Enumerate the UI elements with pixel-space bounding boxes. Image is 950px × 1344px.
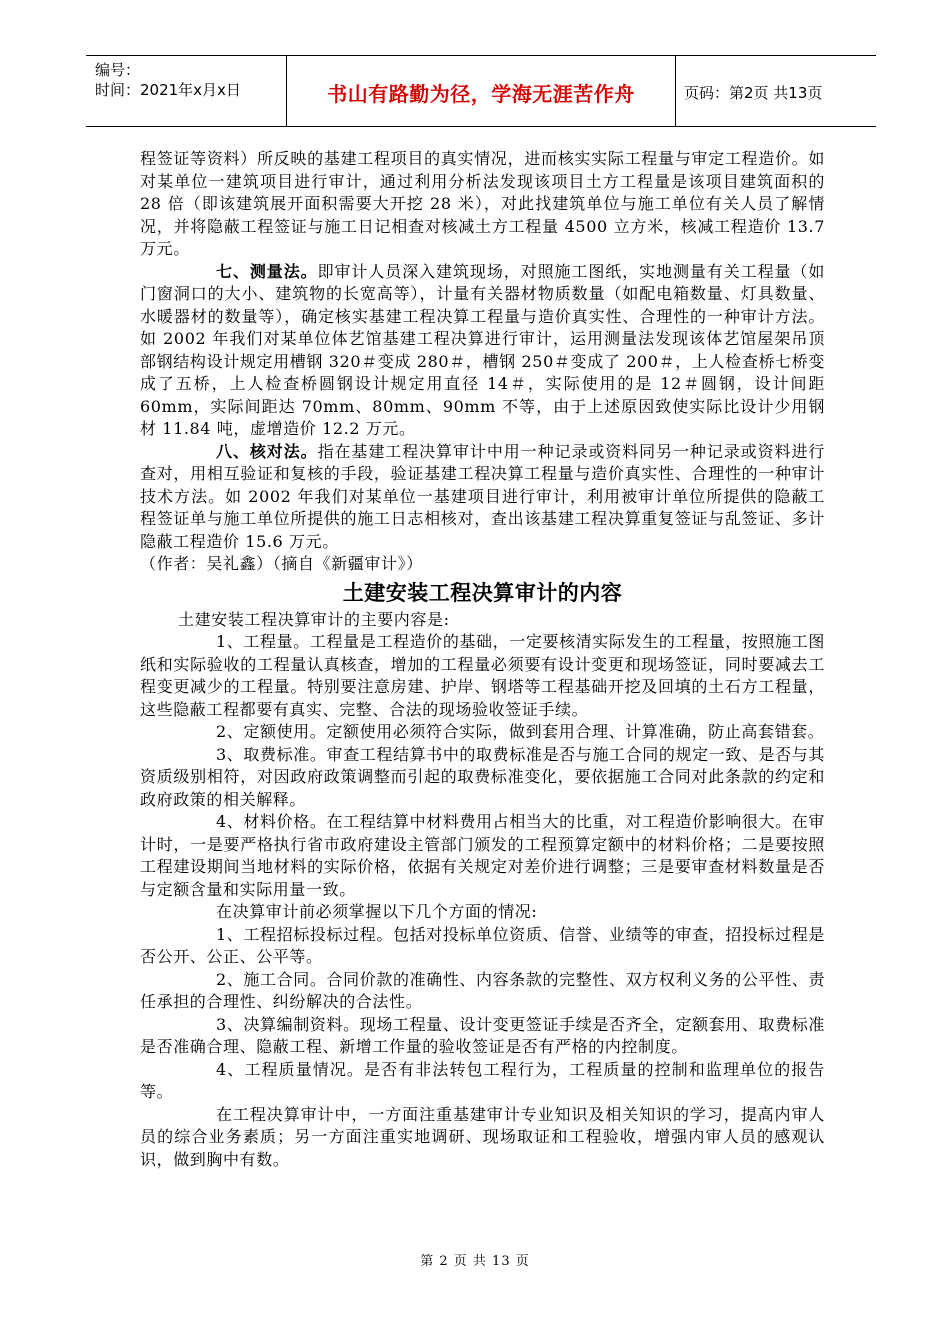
header-left-cell — [86, 56, 286, 126]
document-body — [140, 148, 825, 1171]
prerequisite-item-3: 3、决算编制资料。现场工程量、设计变更签证手续是否齐全，定额套用、取费标准是否准确合理、隐蔽工程、新增工作量的验收签证是否有严格的内控制度。 — [140, 1014, 825, 1056]
page-footer: 第 2 页 共 13 页 — [420, 1254, 530, 1269]
section-body-measurement: 即审计人员深入建筑现场，对照施工图纸，实地测量有关工程量（如门窗洞口的大小、建筑物的长宽高等），计量有关器材物质数量（如配电箱数量、灯具数量、水暖器材的数量等），确定核实基建工程决算工程量与造价真实性、合理性的一种审计方法。如 2002 年我们对某单位体艺馆基建工程决算进行审计，运用测量法发现该体艺馆屋架吊顶部钢结构设计规定用槽钢 320＃变成 280＃，槽钢 250＃变成了 200＃，上人检查桥七桥变成了五桥，上人检查桥圆钢设计规定用直径 14＃，实际使用的是 12＃圆钢，设计间距 60mm，实际间距达 70mm、80mm、90mm 不等，由于上述原因致使实际比设计少用钢材 11.84 吨，虚增造价 12.2 万元。 — [140, 261, 825, 438]
prerequisite-item-2: 2、施工合同。合同价款的准确性、内容条款的完整性、双方权利义务的公平性、责任承担的合理性、纠纷解决的合法性。 — [140, 969, 825, 1011]
paragraph-continuation: 程签证等资料）所反映的基建工程项目的真实情况，进而核实实际工程量与审定工程造价。如对某单位一建筑项目进行审计，通过利用分析法发现该项目土方工程量是该项目建筑面积的 28 倍（即该建筑展开面积需要大开挖 28 米），对此找建筑单位与施工单位有关人员了解情况，并将隐蔽工程签证与施工日记相查对核减土方工程量 4500 立方米，核减工程造价 13.7 万元。 — [140, 149, 825, 258]
section-title-verification: 八、核对法。 — [216, 441, 318, 461]
prerequisite-item-4: 4、工程质量情况。是否有非法转包工程行为，工程质量的控制和监理单位的报告等。 — [140, 1059, 825, 1101]
section-verification — [140, 441, 825, 554]
intro-paragraph: 土建安装工程决算审计的主要内容是: — [178, 609, 450, 629]
page-header — [86, 55, 876, 127]
prerequisite-intro: 在决算审计前必须掌握以下几个方面的情况: — [216, 902, 538, 921]
prerequisite-item-1: 1、工程招标投标过程。包括对投标单位资质、信誉、业绩等的审查，招投标过程是否公开、公正、公平等。 — [140, 924, 825, 966]
source-attribution: （作者：吴礼鑫）（摘自《新疆审计》） — [140, 554, 423, 573]
header-motto-cell — [286, 56, 676, 126]
content-item-1: 1、工程量。工程量是工程造价的基础，一定要核清实际发生的工程量，按照施工图纸和实际验收的工程量认真核查，增加的工程量必须要有设计变更和现场签证，同时要减去工程变更减少的工程量。特别要注意房建、护岸、钢塔等工程基础开挖及回填的土石方工程量，这些隐蔽工程都要有真实、完整、合法的现场验收签证手续。 — [140, 632, 825, 719]
content-item-2: 2、定额使用。定额使用必须符合实际，做到套用合理、计算准确，防止高套错套。 — [216, 722, 825, 741]
content-item-4: 4、材料价格。在工程结算中材料费用占相当大的比重，对工程造价影响很大。在审计时，一是要严格执行省市政府建设主管部门颁发的工程预算定额中的材料价格；二是要按照工程建设期间当地材料的实际价格，依据有关规定对差价进行调整；三是要审查材料数量是否与定额含量和实际用量一致。 — [140, 812, 825, 899]
closing-paragraph: 在工程决算审计中，一方面注重基建审计专业知识及相关知识的学习，提高内审人员的综合业务素质；另一方面注重实地调研、现场取证和工程验收，增强内审人员的感观认识，做到胸中有数。 — [140, 1104, 825, 1169]
header-right-cell — [676, 56, 876, 126]
article-heading: 土建安装工程决算审计的内容 — [342, 580, 623, 605]
date-label: 时间：2021年x月x日 — [95, 81, 241, 99]
content-item-3: 3、取费标准。审查工程结算书中的取费标准是否与施工合同的规定一致、是否与其资质级别相符，对因政府政策调整而引起的取费标准变化，要依据施工合同对此条款的约定和政府政策的相关解释。 — [140, 744, 825, 809]
motto-text: 书山有路勤为径，学海无涯苦作舟 — [327, 82, 635, 106]
section-body-verification: 指在基建工程决算审计中用一种记录或资料同另一种记录或资料进行查对，用相互验证和复核的手段，验证基建工程决算工程量与造价真实性、合理性的一种审计技术方法。如 2002 年我们对某单位一基建项目进行审计，利用被审计单位所提供的隐蔽工程签证单与施工单位所提供的施工日志相核对，查出该基建工程决算重复签证与乱签证、多计隐蔽工程造价 15.6 万元。 — [140, 441, 825, 551]
page-number-label: 页码：第2页 共13页 — [684, 84, 823, 102]
number-label: 编号： — [95, 61, 141, 79]
section-title-measurement: 七、测量法。 — [216, 261, 318, 281]
section-measurement — [140, 261, 825, 441]
